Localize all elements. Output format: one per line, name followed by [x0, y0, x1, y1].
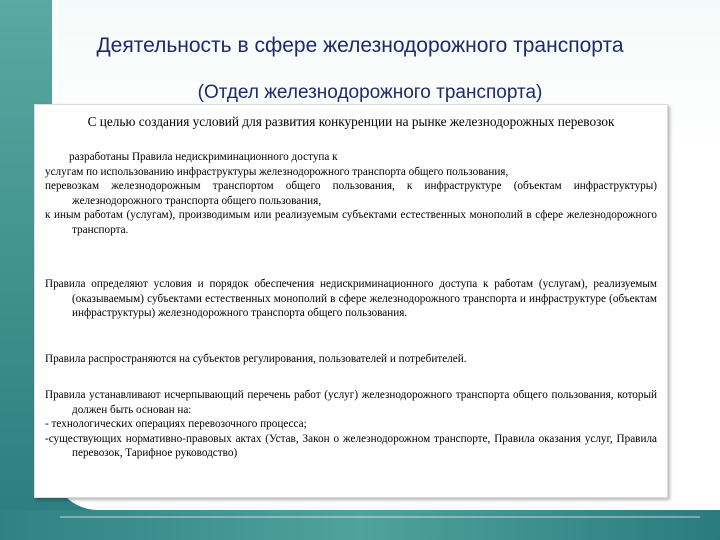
slide-title: Деятельность в сфере железнодорожного транспорта: [96, 34, 624, 57]
paragraph1-item3: к иным работам (услугам), производимым или реализуемым субъектами естественных монополий в сфере железнодорожного транспорта.: [45, 209, 657, 236]
bottom-stripe: [0, 510, 720, 540]
paragraph1-item2: перевозкам железнодорожным транспортом общего пользования, к инфраструктуре (объектам инфраструктуры) железнодорожного транспорта общего пользования,: [45, 180, 657, 207]
bottom-stripe-line: [60, 516, 700, 518]
content-box: [34, 104, 668, 498]
paragraph4-line1: Правила устанавливают исчерпывающий перечень работ (услуг) железнодорожного транспорта общего пользования, который должен быть основан на:: [45, 389, 657, 416]
paragraph-rules-developed: [45, 150, 657, 238]
paragraph3-text: Правила распространяются на субъектов регулирования, пользователей и потребителей.: [45, 353, 467, 365]
intro-text: С целью создания условий для развития конкуренции на рынке железнодорожных перевозок: [87, 114, 615, 129]
paragraph-rules-apply: [45, 352, 657, 367]
slide-subtitle: (Отдел железнодорожного транспорта): [197, 82, 543, 103]
paragraph-rules-establish: [45, 388, 657, 461]
paragraph4-item2: -существующих нормативно-правовых актах (Устав, Закон о железнодорожном транспорте, Правила оказания услуг, Правила перевозок, Тарифное руководство): [45, 432, 657, 460]
paragraph1-item1: услугам по использованию инфраструктуры железнодорожного транспорта общего пользования,: [45, 165, 509, 178]
paragraph1-line1: разработаны Правила недискриминационного доступа к: [69, 151, 338, 163]
paragraph4-item1: - технологических операциях перевозочного процесса;: [45, 418, 307, 431]
paragraph2-text: Правила определяют условия и порядок обеспечения недискриминационного доступа к работам (услугам), реализуемым (оказываемым) субъектами естественных монополий в сфере железнодорожного транспорта и инфраструктуре (объектам инфраструктуры) железнодорожного транспорта общего пользования.: [45, 278, 657, 320]
paragraph-rules-define: [45, 277, 657, 321]
